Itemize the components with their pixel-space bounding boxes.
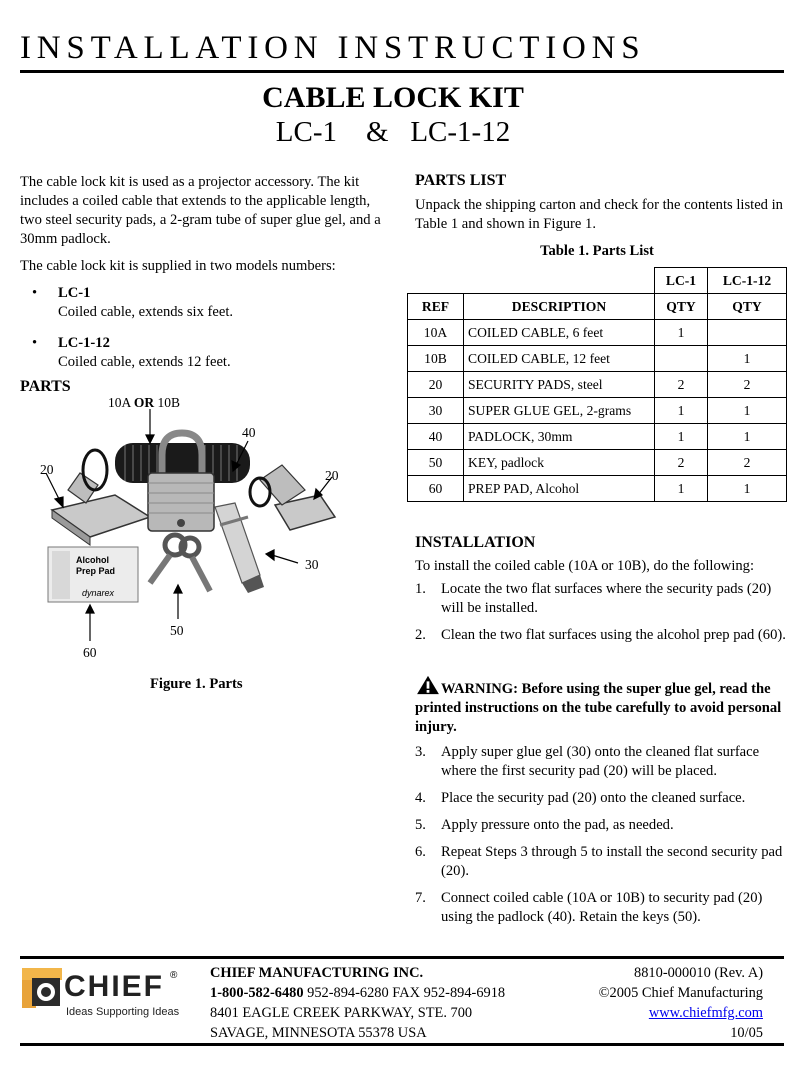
list-item: 1. Locate the two flat surfaces where the security pads (20) will be installed. (415, 581, 772, 616)
list-item: 3. Apply super glue gel (30) onto the cleaned flat surface where the first security pad (20) will be placed. (415, 744, 760, 779)
header-rule (20, 70, 784, 73)
registered-mark: ® (170, 970, 178, 981)
list-item: 2. Clean the two flat surfaces using the alcohol prep pad (60). (415, 627, 786, 643)
contact-phones: 1-800-582-6480 952-894-6280 FAX 952-894-6918 (210, 985, 506, 1001)
parts-list-intro: Unpack the shipping carton and check for the contents listed in Table 1 and shown in Figure 1. (415, 197, 783, 232)
header-title: INSTALLATION INSTRUCTIONS (20, 30, 646, 66)
alcohol-prep-pad (48, 547, 138, 602)
intro-paragraph: The cable lock kit is used as a projector accessory. The kit includes a coiled cable that extends to the applicable length, two steel security pads, a 2-gram tube of super glue gel, and a 30mm padlock. (20, 174, 381, 247)
warning-icon (415, 675, 441, 695)
parts-heading: PARTS (20, 378, 71, 395)
installation-intro: To install the coiled cable (10A or 10B), do the following: (415, 558, 755, 574)
column-header: REF (408, 294, 464, 320)
intro-section (20, 173, 390, 384)
steps-list (415, 580, 787, 653)
chief-logo (22, 966, 202, 1026)
company-name: CHIEF MANUFACTURING INC. (210, 965, 424, 981)
document-number: 8810-000010 (Rev. A) (634, 965, 763, 981)
figure-label-padlock: 40 (242, 425, 256, 440)
model-desc: Coiled cable, extends six feet. (58, 304, 234, 320)
parts-table (407, 267, 787, 502)
address-line: SAVAGE, MINNESOTA 55378 USA (210, 1025, 427, 1041)
figure-caption: Figure 1. Parts (150, 676, 243, 692)
table-row: 30 SUPER GLUE GEL, 2-grams 1 1 (408, 398, 787, 424)
list-item: 4. Place the security pad (20) onto the cleaned surface. (415, 790, 746, 806)
model-name: LC-1 (58, 285, 91, 301)
prep-pad-line1: Alcohol (76, 555, 109, 565)
model-name: LC-1-12 (58, 335, 110, 351)
footer-rule-top (20, 956, 784, 959)
document-title: CABLE LOCK KIT (262, 81, 524, 114)
table-row: 10A COILED CABLE, 6 feet 1 (408, 320, 787, 346)
installation-heading: INSTALLATION (415, 534, 536, 551)
list-item: 6. Repeat Steps 3 through 5 to install the second security pad (20). (415, 844, 783, 879)
table-row: 50 KEY, padlock 2 2 (408, 450, 787, 476)
list-item: 5. Apply pressure onto the pad, as needed. (415, 817, 674, 833)
figure-label-pad-left: 20 (40, 462, 54, 477)
super-glue-tube (215, 503, 264, 593)
address-line: 8401 EAGLE CREEK PARKWAY, STE. 700 (210, 1005, 473, 1021)
logo-wordmark: CHIEF (64, 970, 164, 1003)
table-header-row (408, 294, 787, 320)
model-header: LC-1-12 (708, 268, 787, 294)
steps-list (415, 743, 787, 935)
footer-rule-bottom (20, 1043, 784, 1046)
table-row: 20 SECURITY PADS, steel 2 2 (408, 372, 787, 398)
bullet-icon: • (32, 285, 38, 301)
column-header: QTY (655, 294, 708, 320)
table-row: 40 PADLOCK, 30mm 1 1 (408, 424, 787, 450)
column-header: DESCRIPTION (464, 294, 655, 320)
model-item (20, 334, 390, 372)
company-info (210, 963, 505, 1043)
table-caption: Table 1. Parts List (540, 243, 654, 259)
website-link[interactable]: www.chiefmfg.com (648, 1005, 763, 1021)
figure-label-pad-right: 20 (325, 468, 339, 483)
figure-label-key: 50 (170, 623, 184, 638)
parts-list-heading: PARTS LIST (415, 172, 507, 189)
security-pad-right (250, 465, 335, 530)
parts-figure (20, 395, 360, 670)
revision-date: 10/05 (730, 1025, 763, 1041)
document-info (560, 963, 763, 1043)
model-item (20, 284, 390, 322)
prep-pad-brand: dynarex (82, 588, 115, 598)
model-numbers: LC-1 & LC-1-12 (275, 116, 511, 148)
figure-label-prep: 60 (83, 645, 97, 660)
table-model-header-row (408, 268, 787, 294)
figure-label-cable: 10A OR 10B (108, 395, 181, 410)
prep-pad-line2: Prep Pad (76, 566, 116, 576)
model-header: LC-1 (655, 268, 708, 294)
column-header: QTY (708, 294, 787, 320)
model-desc: Coiled cable, extends 12 feet. (58, 354, 231, 370)
parts-list-section (415, 171, 787, 234)
keys (150, 535, 210, 591)
models-intro: The cable lock kit is supplied in two models numbers: (20, 258, 336, 274)
bullet-icon: • (32, 335, 38, 351)
chief-logo-icon (22, 968, 62, 1008)
list-item: 7. Connect coiled cable (10A or 10B) to security pad (20) using the padlock (40). Retain the keys (50). (415, 890, 763, 925)
logo-tagline: Ideas Supporting Ideas (66, 1006, 180, 1018)
table-row: 60 PREP PAD, Alcohol 1 1 (408, 476, 787, 502)
copyright: ©2005 Chief Manufacturing (598, 985, 763, 1001)
figure-label-glue: 30 (305, 557, 319, 572)
table-row: 10B COILED CABLE, 12 feet 1 (408, 346, 787, 372)
warning-note: WARNING: Before using the super glue gel, read the printed instructions on the tube carefully to avoid personal injury. (415, 675, 787, 737)
